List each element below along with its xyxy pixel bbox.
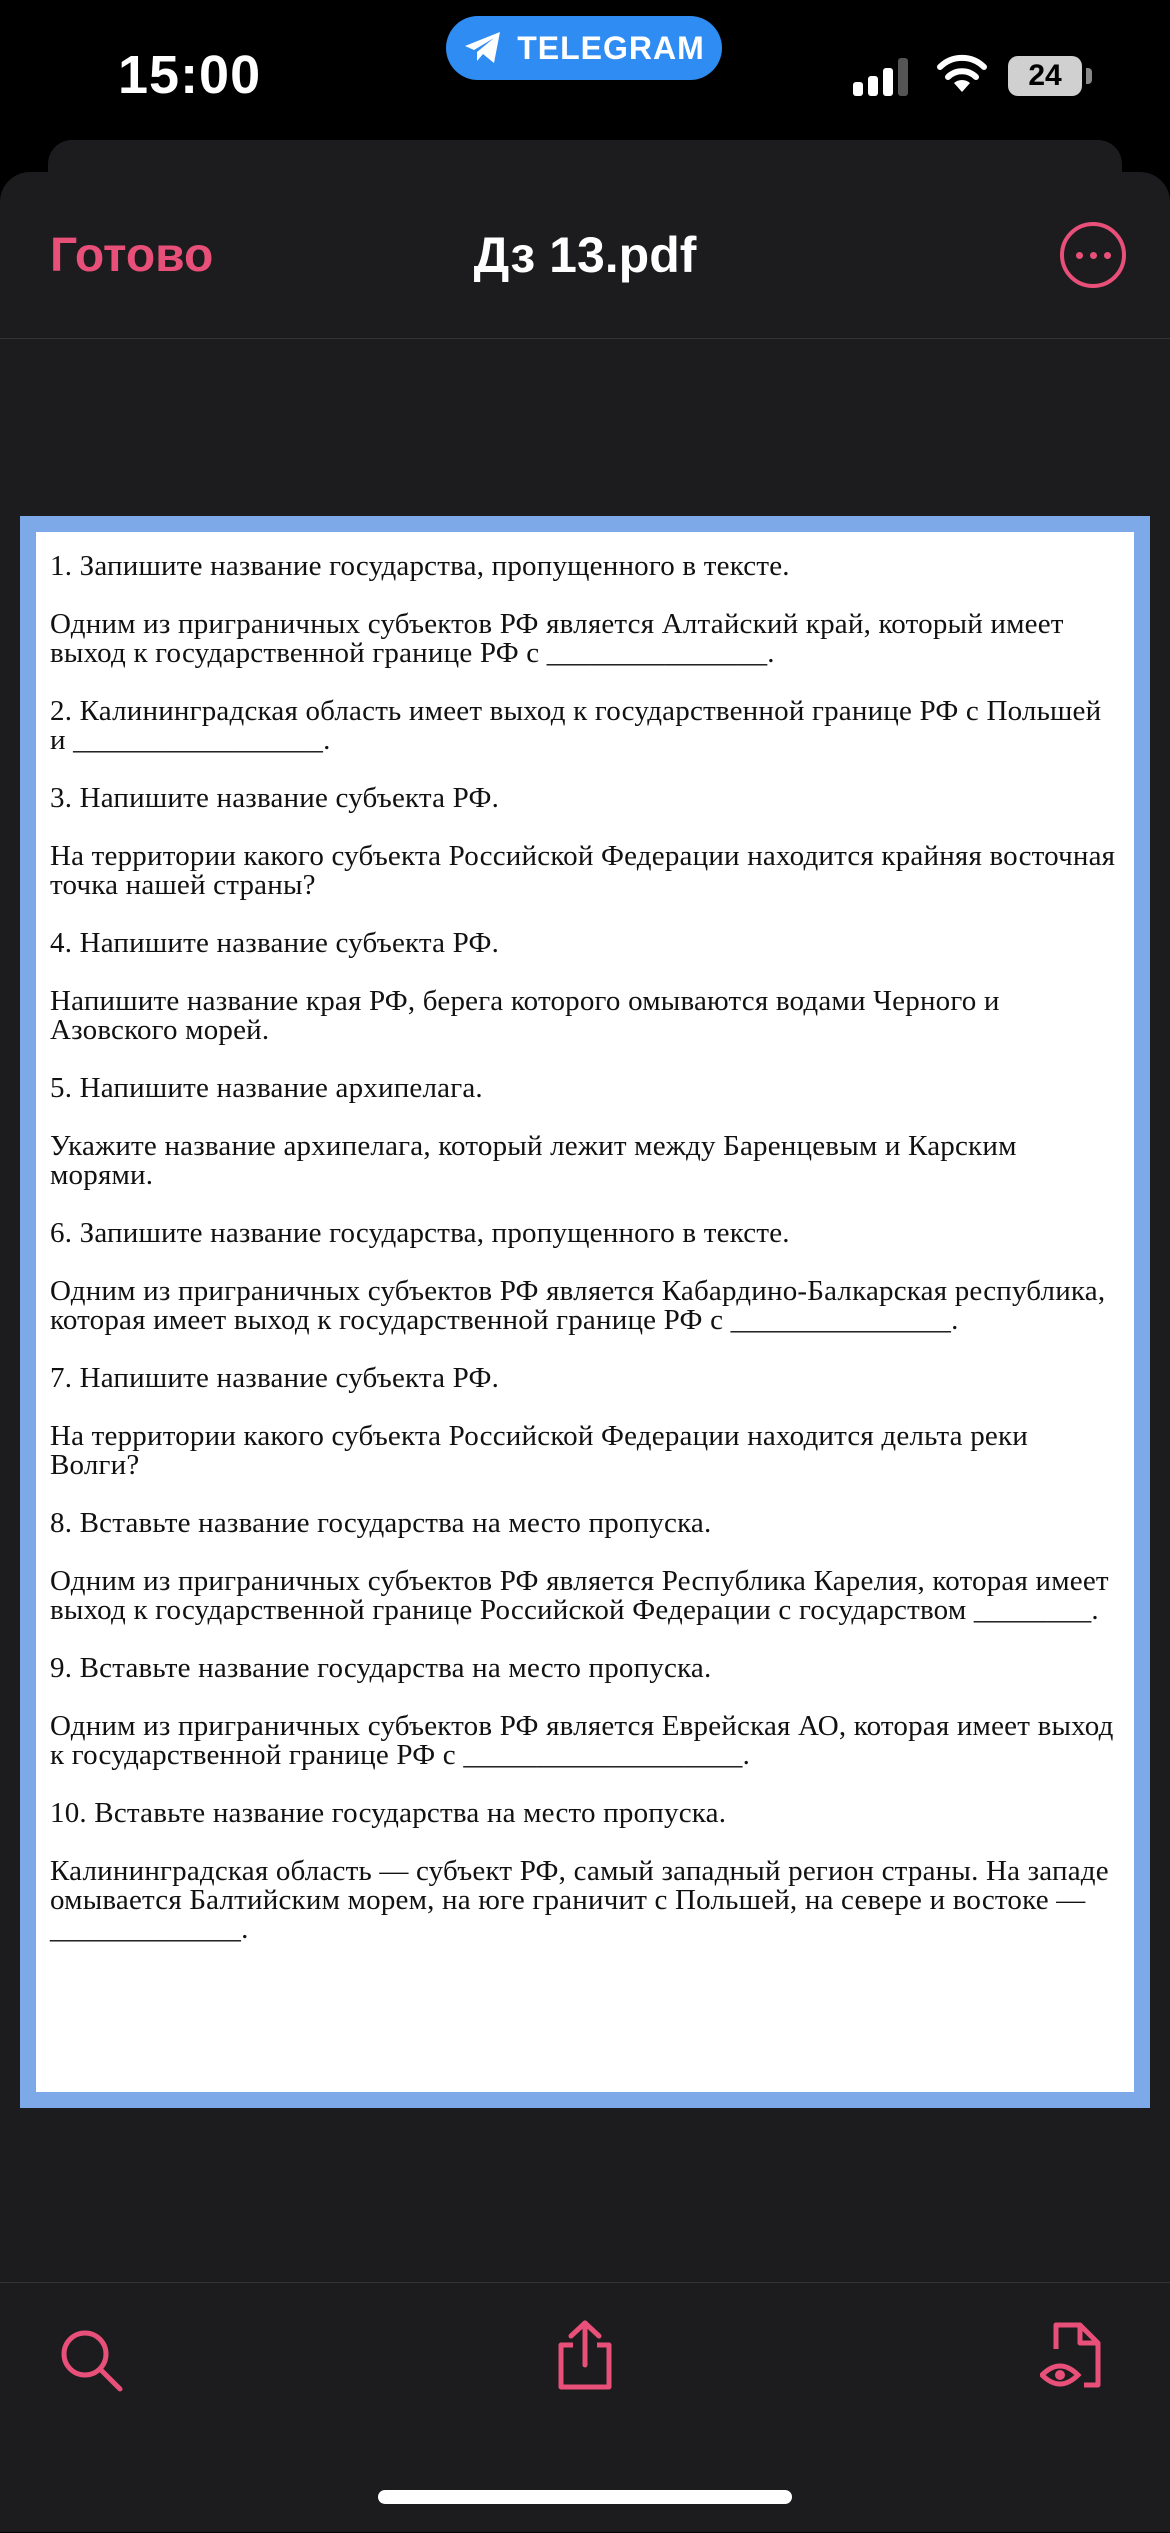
question-1-text: Одним из приграничных субъектов РФ является Алтайский край, который имеет выход к государственной границе РФ с _______________.: [50, 608, 1064, 669]
question-5-text: Укажите название архипелага, который лежит между Баренцевым и Карским морями.: [50, 1130, 1017, 1191]
done-button[interactable]: Готово: [50, 229, 214, 282]
signal-icon: [853, 56, 913, 96]
question-8: 8. Вставьте название государства на место пропуска.: [50, 1507, 712, 1539]
question-3-text: На территории какого субъекта Российской Федерации находится крайняя восточная точка нашей страны?: [50, 840, 1116, 901]
battery-level: 24: [1028, 59, 1062, 92]
question-8-text: Одним из приграничных субъектов РФ является Республика Карелия, которая имеет выход к государственной границе Российской Федерации с государством ________.: [50, 1565, 1109, 1626]
telegram-return-pill[interactable]: [446, 16, 722, 80]
clock: 15:00: [118, 45, 262, 105]
wifi-icon: [935, 52, 989, 94]
nav-bar: [0, 172, 1170, 339]
question-7-text: На территории какого субъекта Российской Федерации находится дельта реки Волги?: [50, 1420, 1028, 1481]
question-9-text: Одним из приграничных субъектов РФ является Еврейская АО, которая имеет выход к государственной границе РФ с ___________________.: [50, 1710, 1114, 1771]
question-10-text: Калининградская область — субъект РФ, самый западный регион страны. На западе омывается Балтийским морем, на юге граничит с Польшей, на севере и востоке — _____________.: [50, 1855, 1109, 1945]
question-5: 5. Напишите название архипелага.: [50, 1072, 483, 1104]
share-icon[interactable]: [553, 2319, 617, 2391]
ellipsis-icon: [1076, 252, 1083, 259]
more-options-button[interactable]: [1060, 222, 1126, 288]
status-bar: [0, 0, 1170, 150]
battery-icon: [1008, 56, 1082, 96]
question-7: 7. Напишите название субъекта РФ.: [50, 1362, 500, 1394]
pdf-page-frame: [20, 516, 1150, 2108]
telegram-icon: [463, 30, 503, 66]
question-3: 3. Напишите название субъекта РФ.: [50, 782, 500, 814]
question-4-text: Напишите название края РФ, берега которого омываются водами Черного и Азовского морей.: [50, 985, 1000, 1046]
document-preview-icon[interactable]: [1040, 2319, 1106, 2395]
document-title: Дз 13.pdf: [473, 227, 697, 283]
pdf-page[interactable]: [36, 532, 1134, 2092]
question-6: 6. Запишите название государства, пропущенного в тексте.: [50, 1217, 790, 1249]
battery-tip: [1086, 68, 1092, 84]
search-icon[interactable]: [58, 2327, 124, 2393]
question-10: 10. Вставьте название государства на место пропуска.: [50, 1797, 727, 1829]
question-1: 1. Запишите название государства, пропущенного в тексте.: [50, 550, 790, 582]
telegram-label: TELEGRAM: [517, 29, 705, 66]
question-4: 4. Напишите название субъекта РФ.: [50, 927, 500, 959]
question-2: 2. Калининградская область имеет выход к государственной границе РФ с Польшей и _________________.: [50, 695, 1102, 756]
question-6-text: Одним из приграничных субъектов РФ является Кабардино-Балкарская республика, которая имеет выход к государственной границе РФ с _______________.: [50, 1275, 1106, 1336]
question-9: 9. Вставьте название государства на место пропуска.: [50, 1652, 712, 1684]
home-indicator[interactable]: [378, 2490, 792, 2504]
